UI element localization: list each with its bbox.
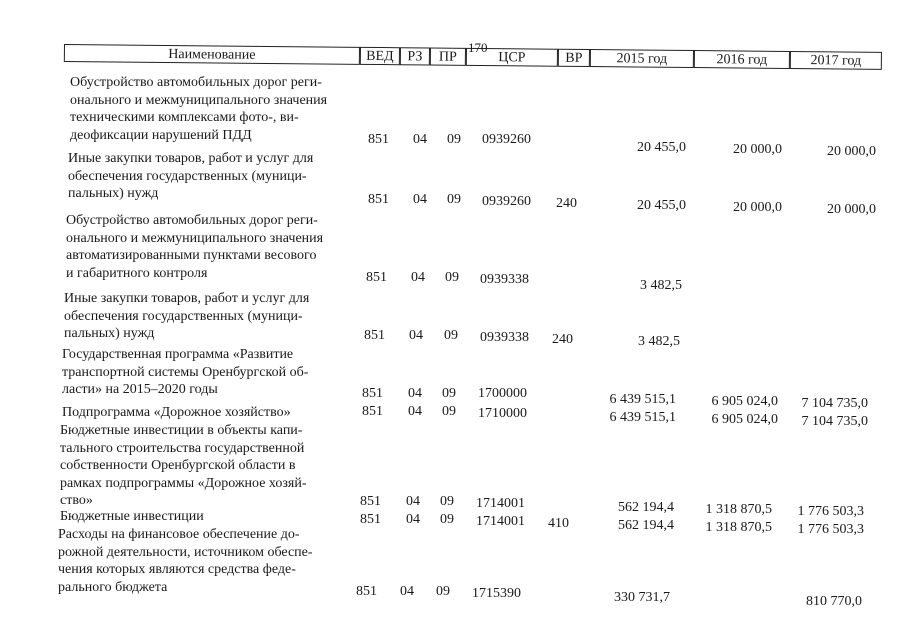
row-name: Иные закупки товаров, работ и услуг для обеспечения государственных (муници- пальных) нужд [68, 151, 314, 201]
cell-rz: 04 [411, 270, 425, 285]
cell-csr: 0939338 [480, 330, 529, 345]
header-pr: ПР [430, 48, 466, 66]
cell-2017: 20 000,0 [827, 144, 876, 159]
row-name: Бюджетные инвестиции в объекты капи- тального строительства государственной собственности Оренбургской области в рамках подпрограммы «Дорожное хозяй- ство» [60, 423, 307, 508]
row-name: Бюджетные инвестиции [60, 509, 204, 524]
cell-ved: 851 [368, 192, 389, 207]
page-number: 170 [468, 40, 488, 55]
cell-rz: 04 [413, 192, 427, 207]
row-name: Расходы на финансовое обеспечение до- рожной деятельности, источником обеспе- чения которых являются средства феде- рального бюджета [58, 527, 313, 595]
cell-csr: 0939260 [482, 194, 531, 209]
header-rz: РЗ [400, 47, 430, 65]
row-name: Иные закупки товаров, работ и услуг для обеспечения государственных (муници- пальных) нужд [64, 291, 310, 341]
cell-2016: 20 000,0 [733, 200, 782, 215]
cell-ved: 851 [360, 512, 381, 527]
cell-vr: 240 [556, 196, 577, 211]
cell-pr: 09 [442, 404, 456, 419]
cell-csr: 0939338 [480, 272, 529, 287]
cell-rz: 04 [409, 328, 423, 343]
cell-csr: 1700000 [478, 386, 527, 401]
cell-pr: 09 [442, 386, 456, 401]
cell-rz: 04 [413, 132, 427, 147]
cell-ved: 851 [360, 494, 381, 509]
cell-2017: 7 104 735,0 [801, 414, 868, 429]
row-name: Государственная программа «Развитие транспортной системы Оренбургской об- ласти» на 2015–2020 годы [62, 347, 309, 397]
cell-rz: 04 [408, 386, 422, 401]
row-name: Обустройство автомобильных дорог реги- онального и межмуниципального значения автоматизированными пунктами весового и габаритного контроля [66, 213, 324, 281]
cell-2015: 562 194,4 [618, 518, 674, 533]
cell-csr: 1715390 [472, 586, 521, 601]
cell-csr: 0939260 [482, 132, 531, 147]
header-2015: 2015 год [590, 49, 694, 68]
cell-vr: 410 [548, 516, 569, 531]
cell-2015: 562 194,4 [618, 500, 674, 515]
cell-2016: 20 000,0 [733, 142, 782, 157]
cell-ved: 851 [366, 270, 387, 285]
header-csr: ЦСР [466, 48, 558, 67]
cell-2015: 3 482,5 [640, 278, 682, 293]
cell-pr: 09 [436, 584, 450, 599]
cell-pr: 09 [440, 494, 454, 509]
cell-rz: 04 [406, 512, 420, 527]
cell-2016: 1 318 870,5 [705, 502, 772, 517]
header-vr: ВР [558, 49, 590, 67]
cell-pr: 09 [447, 192, 461, 207]
header-ved: ВЕД [360, 47, 400, 65]
cell-2015: 330 731,7 [614, 590, 670, 605]
cell-2017: 7 104 735,0 [801, 396, 868, 411]
cell-ved: 851 [368, 132, 389, 147]
cell-rz: 04 [406, 494, 420, 509]
cell-ved: 851 [364, 328, 385, 343]
row-name: Обустройство автомобильных дорог реги- онального и межмуниципального значения техническими комплексами фото-, ви- деофиксации нарушений ПДД [70, 75, 328, 143]
cell-2015: 6 439 515,1 [609, 392, 676, 407]
cell-csr: 1710000 [478, 406, 527, 421]
cell-2017: 1 776 503,3 [797, 522, 864, 537]
cell-2015: 20 455,0 [637, 140, 686, 155]
cell-rz: 04 [408, 404, 422, 419]
header-name: Наименование [64, 44, 360, 65]
cell-csr: 1714001 [476, 514, 525, 529]
cell-pr: 09 [440, 512, 454, 527]
cell-ved: 851 [362, 404, 383, 419]
cell-vr: 240 [552, 332, 573, 347]
cell-2017: 810 770,0 [806, 594, 862, 609]
row-name: Подпрограмма «Дорожное хозяйство» [62, 405, 291, 420]
cell-rz: 04 [400, 584, 414, 599]
cell-pr: 09 [445, 270, 459, 285]
cell-2015: 20 455,0 [637, 198, 686, 213]
cell-pr: 09 [444, 328, 458, 343]
cell-2016: 6 905 024,0 [711, 412, 778, 427]
cell-2017: 1 776 503,3 [797, 504, 864, 519]
cell-ved: 851 [356, 584, 377, 599]
cell-2015: 3 482,5 [638, 334, 680, 349]
cell-2016: 6 905 024,0 [711, 394, 778, 409]
cell-2015: 6 439 515,1 [609, 410, 676, 425]
cell-pr: 09 [447, 132, 461, 147]
cell-ved: 851 [362, 386, 383, 401]
header-2017: 2017 год [790, 51, 882, 70]
header-2016: 2016 год [694, 50, 790, 69]
cell-csr: 1714001 [476, 496, 525, 511]
cell-2017: 20 000,0 [827, 202, 876, 217]
cell-2016: 1 318 870,5 [705, 520, 772, 535]
